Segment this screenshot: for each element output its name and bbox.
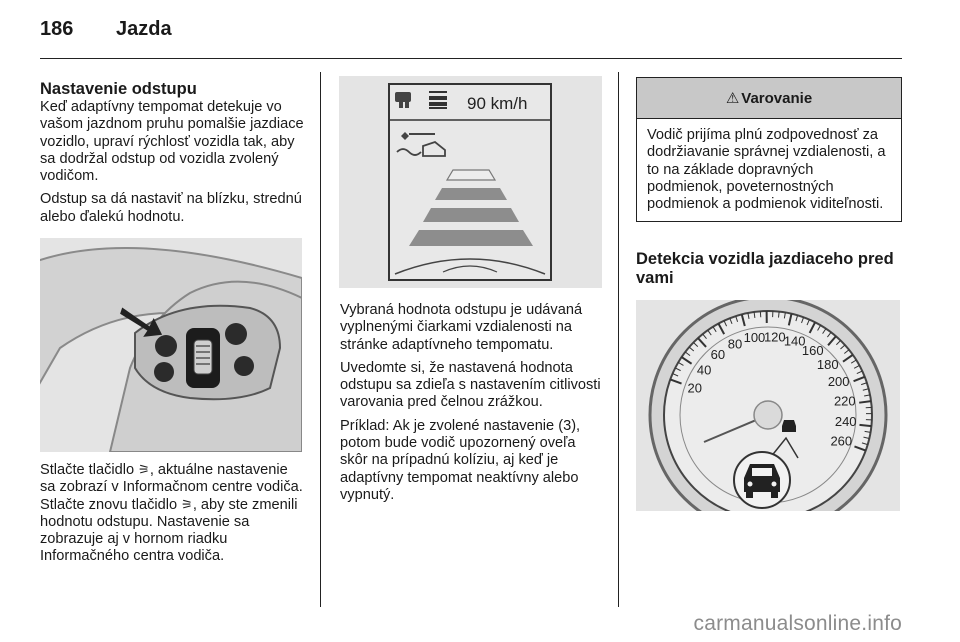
gauge-label: 60 bbox=[710, 347, 726, 363]
warning-title: Varovanie bbox=[741, 89, 813, 107]
column-1-lower bbox=[40, 462, 306, 572]
speedometer-illustration bbox=[636, 300, 900, 511]
watermark: carmanualsonline.info bbox=[693, 612, 902, 635]
instrument-cluster-figure bbox=[636, 300, 900, 511]
heading-distance-setting: Nastavenie odstupu bbox=[40, 80, 197, 98]
section-title: Jazda bbox=[116, 18, 172, 40]
column-3-heading bbox=[636, 250, 902, 288]
header-rule bbox=[40, 58, 902, 59]
paragraph: Odstup sa dá nastaviť na blízku, strednú alebo ďalekú hodnotu. bbox=[40, 191, 302, 225]
paragraph-button-instruction: Stlačte tlačidlo ⚞, aktuálne nastavenie sa zobrazí v Informačnom centre vodiča. Stlačte znovu tlačidlo ⚞, aby ste zmenili hodnotu odstupu. Nastavenie sa zobrazuje aj v hornom riadku Informačného centra vodiča. bbox=[40, 462, 303, 565]
column-2 bbox=[340, 302, 606, 510]
gauge-label: 160 bbox=[801, 343, 824, 359]
gauge-label: 180 bbox=[816, 356, 839, 372]
paragraph: Vybraná hodnota odstupu je udávaná vyplnenými čiarkami vzdialenosti na stránke adaptívneho tempomatu. bbox=[340, 302, 583, 353]
gauge-tick bbox=[859, 425, 871, 426]
gauge-label: 240 bbox=[834, 413, 857, 429]
warning-header bbox=[637, 78, 901, 119]
warning-box bbox=[636, 77, 902, 222]
gauge-label: 200 bbox=[827, 374, 850, 390]
distance-button-icon: ⚞ bbox=[138, 463, 150, 478]
distance-button-icon: ⚞ bbox=[181, 497, 193, 513]
steering-wheel-figure bbox=[40, 238, 302, 452]
column-divider-2 bbox=[618, 72, 619, 607]
gauge-label: 100 bbox=[743, 330, 766, 346]
paragraph: Keď adaptívny tempomat detekuje vo vašom jazdnom pruhu pomalšie jazdiace vozidlo, upraví rýchlosť vozidla tak, aby sa dodržal odstup od vozidla zvolený vodičom. bbox=[40, 99, 304, 185]
heading-vehicle-detection: Detekcia vozidla jazdiaceho pred vami bbox=[636, 250, 894, 287]
gauge-label: 120 bbox=[763, 329, 786, 345]
gauge-label: 140 bbox=[783, 333, 806, 349]
warning-icon: ⚠ bbox=[725, 89, 740, 107]
cruise-display-illustration bbox=[339, 76, 602, 288]
warning-text: Vodič prijíma plnú zodpovednosť za dodržiavanie správnej vzdialenosti, a to na základe dopravných podmienok, poveternostných podmienok a podmienok viditeľnosti. bbox=[647, 127, 886, 213]
vehicle-ahead-icon-small bbox=[782, 420, 796, 432]
page-number: 186 bbox=[40, 18, 74, 40]
gauge-label: 40 bbox=[696, 362, 712, 378]
display-speed: 90 km/h bbox=[467, 94, 528, 113]
gauge-label: 80 bbox=[727, 336, 743, 352]
gauge-tick bbox=[779, 312, 780, 318]
gauge-label: 260 bbox=[830, 433, 853, 449]
gauge-label: 220 bbox=[833, 393, 856, 409]
paragraph: Uvedomte si, že nastavená hodnota odstupu sa zdieľa s nastavením citlivosti varovania pred čelnou zrážkou. bbox=[340, 359, 601, 411]
paragraph: Príklad: Ak je zvolené nastavenie (3), potom bude vodič upozornený oveľa skôr na prípadnú kolíziu, aj keď je adaptívny tempomat neaktívny alebo vypnutý. bbox=[340, 417, 581, 503]
steering-wheel-illustration bbox=[40, 238, 302, 452]
column-divider-1 bbox=[320, 72, 321, 607]
column-1 bbox=[40, 80, 306, 232]
cruise-display-figure bbox=[339, 76, 602, 288]
gauge-label: 20 bbox=[687, 380, 702, 396]
